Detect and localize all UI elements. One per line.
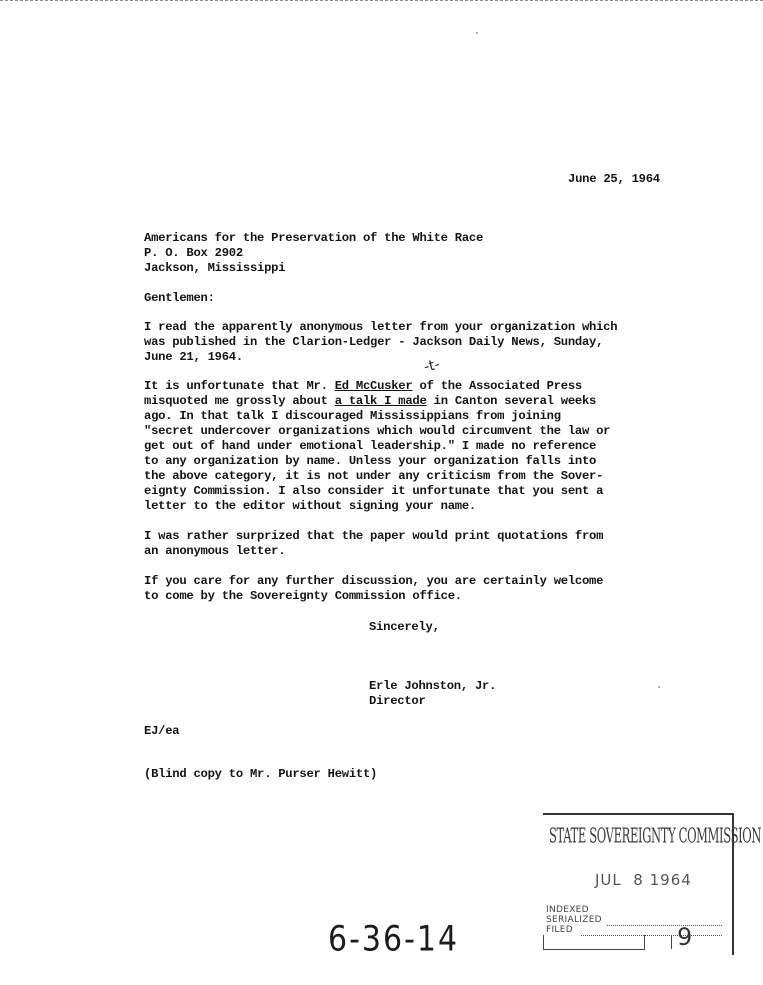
paragraph-4-line: If you care for any further discussion, you are certainly welcome — [144, 574, 604, 588]
paragraph-3-line: an anonymous letter. — [144, 544, 286, 558]
scan-speck — [658, 686, 660, 688]
scan-speck — [476, 32, 478, 34]
recipient-name: Americans for the Preservation of the White Race — [144, 231, 484, 245]
stamp-indexed-label: INDEXED — [546, 905, 589, 915]
blind-copy-note: (Blind copy to Mr. Purser Hewitt) — [144, 767, 378, 781]
stamp-box — [543, 935, 645, 950]
paragraph-4-line: to come by the Sovereignty Commission office. — [144, 589, 462, 603]
paragraph-2-line: the above category, it is not under any criticism from the Sover- — [144, 469, 604, 483]
stamp-handwritten-mark: 9 — [677, 923, 693, 951]
stamp-date: JUL 8 1964 — [595, 871, 692, 889]
paragraph-2-line: get out of hand under emotional leadership." I made no reference — [144, 439, 597, 453]
letter-date: June 25, 1964 — [568, 172, 660, 186]
paragraph-1-line: June 21, 1964. — [144, 350, 243, 364]
handwritten-edit-mark: -t- — [422, 356, 442, 376]
stamp-serialized-label: SERIALIZED — [546, 915, 602, 925]
paragraph-3 — [144, 529, 603, 559]
stamp-title: STATE SOVEREIGNTY COMMISSION — [549, 823, 762, 848]
text-span: It is unfortunate that Mr. — [144, 379, 335, 393]
salutation: Gentlemen: — [144, 291, 215, 305]
paragraph-3-line: I was rather surprized that the paper would print quotations from — [144, 529, 604, 543]
signer-name: Erle Johnston, Jr. — [369, 679, 497, 693]
paragraph-2-line: eignty Commission. I also consider it unfortunate that you sent a — [144, 484, 604, 498]
paragraph-2-line: "secret undercover organizations which would circumvent the law or — [144, 424, 611, 438]
signer-title: Director — [369, 694, 426, 708]
text-span: of the Associated Press — [412, 379, 582, 393]
page-top-border — [0, 0, 763, 4]
text-span: in Canton several weeks — [426, 394, 597, 408]
paragraph-1-line: was published in the Clarion-Ledger - Jackson Daily News, Sunday, — [144, 335, 604, 349]
recipient-box: P. O. Box 2902 — [144, 246, 243, 260]
recipient-city: Jackson, Mississippi — [144, 261, 286, 275]
paragraph-2 — [144, 379, 610, 514]
text-span: misquoted me grossly about — [144, 394, 335, 408]
stamp-dotted-line — [607, 925, 722, 926]
underlined-phrase: a talk I made — [334, 394, 427, 408]
underlined-name: Ed McCusker — [334, 379, 413, 393]
paragraph-2-line — [144, 394, 610, 409]
handwritten-file-number: 6-36-14 — [328, 919, 460, 960]
receipt-stamp — [543, 813, 762, 955]
typist-initials: EJ/ea — [144, 724, 180, 738]
paragraph-2-line — [144, 379, 610, 394]
paragraph-1-line: I read the apparently anonymous letter from your organization which — [144, 320, 618, 334]
closing: Sincerely, — [369, 620, 440, 634]
stamp-filed-label: FILED — [546, 925, 573, 935]
paragraph-4 — [144, 574, 603, 604]
paragraph-2-line: to any organization by name. Unless your organization falls into — [144, 454, 597, 468]
paragraph-2-line: ago. In that talk I discouraged Mississippians from joining — [144, 409, 561, 423]
paragraph-1 — [144, 320, 617, 365]
paragraph-2-line: letter to the editor without signing your name. — [144, 499, 476, 513]
